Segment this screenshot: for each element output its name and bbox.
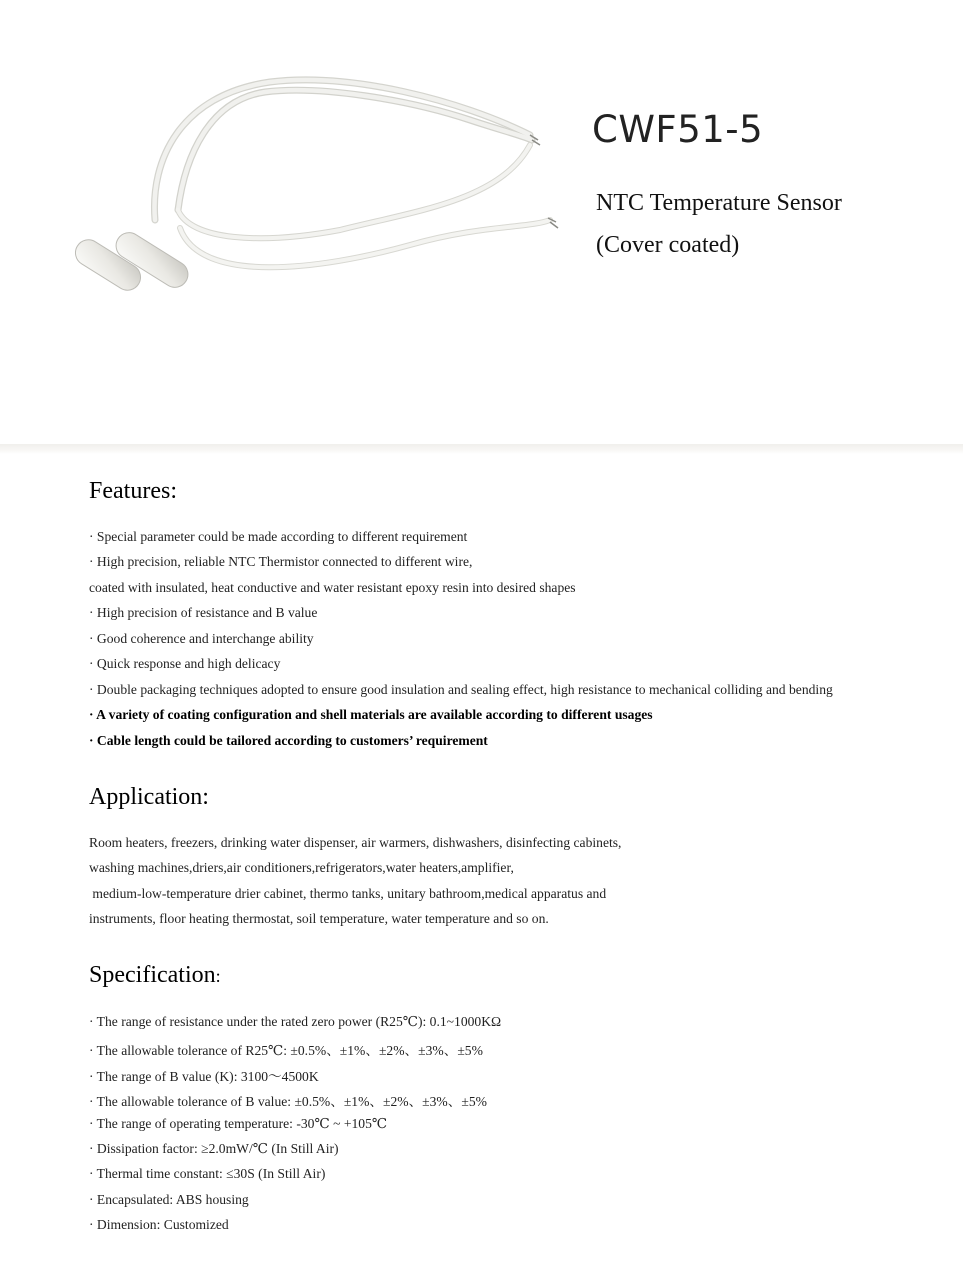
features-item: · Good coherence and interchange ability [89,631,314,646]
specification-item: · Dimension: Customized [89,1217,229,1232]
product-subtitle-coating: (Cover coated) [596,232,740,258]
application-heading: Application: [89,784,209,810]
specification-item: · The range of B value (K): 3100～4500K [89,1069,319,1084]
features-item: · Special parameter could be made according to different requirement [89,529,468,544]
model-title: CWF51-5 [592,108,764,151]
features-item: · High precision of resistance and B value [89,605,318,620]
application-line: washing machines,driers,air conditioners,refrigerators,water heaters,amplifier, [89,860,514,875]
application-line: medium-low-temperature drier cabinet, thermo tanks, unitary bathroom,medical apparatus and [89,886,607,901]
application-line: instruments, floor heating thermostat, soil temperature, water temperature and so on. [89,911,549,926]
features-item: · Double packaging techniques adopted to ensure good insulation and sealing effect, high resistance to mechanical colliding and bending [89,682,833,697]
application-line: Room heaters, freezers, drinking water dispenser, air warmers, dishwashers, disinfecting cabinets, [89,835,622,850]
specification-item: · Dissipation factor: ≥2.0mW/℃ (In Still Air) [89,1141,339,1156]
specification-item: · Thermal time constant: ≤30S (In Still Air) [89,1166,326,1181]
features-item: · High precision, reliable NTC Thermistor connected to different wire, [89,554,473,569]
features-item: · Cable length could be tailored according to customers’ requirement [89,733,488,748]
features-item: · A variety of coating configuration and shell materials are available according to different usages [89,707,653,722]
specification-item: · Encapsulated: ABS housing [89,1192,249,1207]
specification-item: · The allowable tolerance of B value: ±0.5%、±1%、±2%、±3%、±5% [89,1094,487,1109]
specification-item: · The range of resistance under the rated zero power (R25℃): 0.1~1000KΩ [89,1014,502,1029]
specification-heading: Specification: [89,962,221,988]
specification-item: · The range of operating temperature: -30℃ ~ +105℃ [89,1116,388,1131]
features-item: · Quick response and high delicacy [89,656,281,671]
specification-item: · The allowable tolerance of R25℃: ±0.5%、±1%、±2%、±3%、±5% [89,1043,483,1058]
product-subtitle: NTC Temperature Sensor [596,190,842,216]
features-item: coated with insulated, heat conductive and water resistant epoxy resin into desired shapes [89,580,576,595]
sensor-product-image [60,60,600,320]
section-divider [0,444,963,454]
features-heading: Features: [89,478,177,504]
hero-banner [0,0,963,448]
